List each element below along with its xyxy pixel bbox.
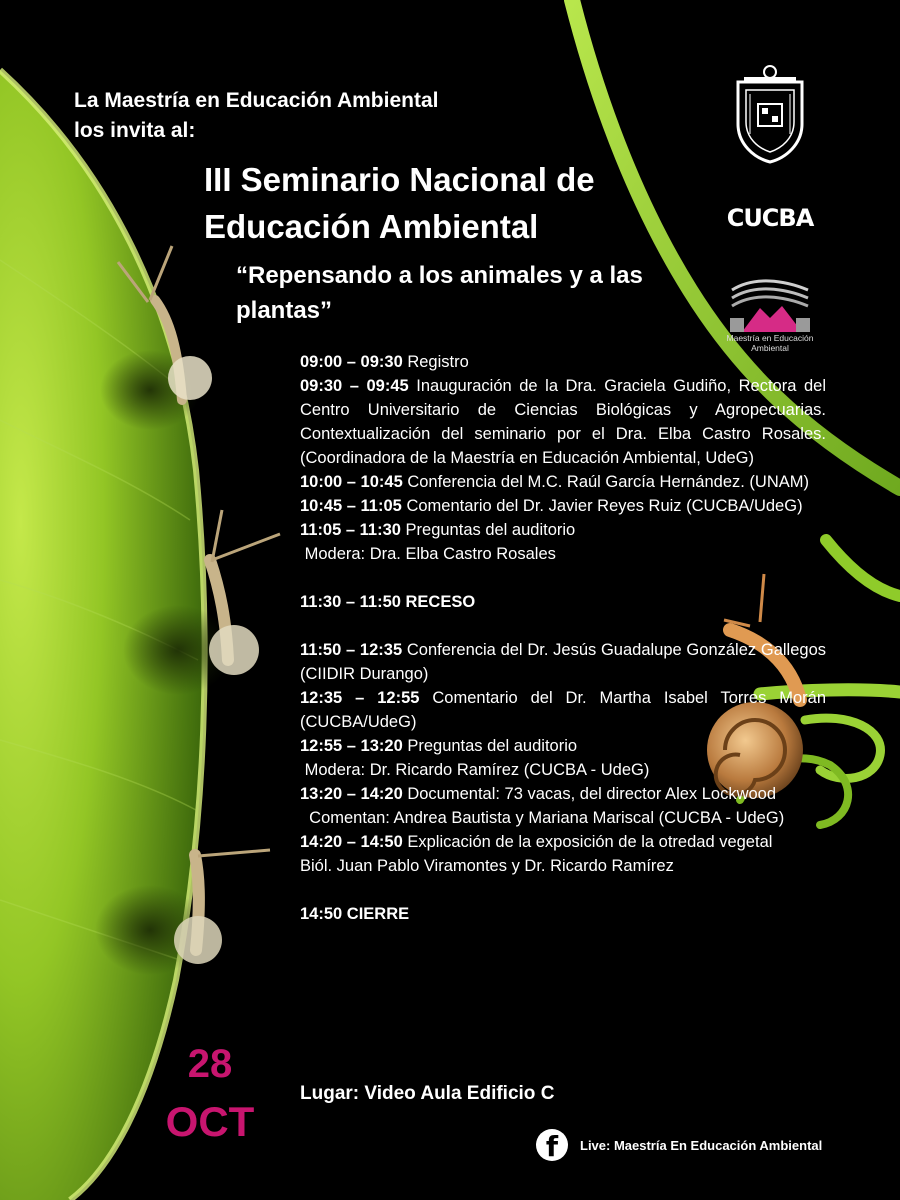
- program-time: 11:30 – 11:50 RECESO: [300, 593, 476, 611]
- venue-text: Lugar: Video Aula Edificio C: [300, 1083, 555, 1104]
- live-stream-label: Live: Maestría En Educación Ambiental: [580, 1137, 823, 1153]
- event-title-line-2: Educación Ambiental: [204, 208, 539, 245]
- program-item: [300, 758, 826, 782]
- event-title-line-1: III Seminario Nacional de: [204, 161, 595, 198]
- program-spacer: [300, 878, 826, 902]
- program-item: [300, 542, 826, 566]
- event-month: OCT: [165, 1098, 255, 1145]
- program-description: Preguntas del auditorio: [407, 737, 578, 755]
- program-time: 14:20 – 14:50: [300, 833, 403, 851]
- program-description: Comentario del Dr. Martha Isabel Torres Morán (CUCBA/UdeG): [300, 689, 827, 731]
- program-item: [300, 638, 826, 686]
- program-item: [300, 806, 826, 830]
- program-description: Registro: [407, 353, 469, 371]
- program-note: Modera: Dra. Elba Castro Rosales: [300, 545, 556, 563]
- program-description: Conferencia del M.C. Raúl García Hernández. (UNAM): [407, 473, 809, 491]
- program-description: Explicación de la exposición de la otredad vegetal: [407, 833, 773, 851]
- university-seal-logo: [732, 64, 808, 164]
- program-time: 14:50 CIERRE: [300, 905, 410, 923]
- program-time: 12:35 – 12:55: [300, 689, 420, 707]
- program-item: [300, 734, 826, 758]
- intro-line-1: La Maestría en Educación Ambiental: [74, 89, 439, 112]
- program-note: Modera: Dr. Ricardo Ramírez (CUCBA - UdeG): [300, 761, 650, 779]
- program-item: [300, 902, 826, 926]
- facebook-icon: f: [536, 1129, 568, 1161]
- program-item: [300, 470, 826, 494]
- program-time: 11:05 – 11:30: [300, 521, 401, 539]
- event-day: 28: [187, 1042, 233, 1086]
- program-spacer: [300, 614, 826, 638]
- program-item: [300, 686, 826, 734]
- live-stream-link[interactable]: [536, 1128, 822, 1162]
- event-title: [204, 156, 724, 250]
- program-time: 11:50 – 12:35: [300, 641, 403, 659]
- program-item: [300, 494, 826, 518]
- program-schedule: [300, 350, 826, 926]
- program-time: 09:30 – 09:45: [300, 377, 409, 395]
- program-description: Conferencia del Dr. Jesús Guadalupe González Gallegos (CIIDIR Durango): [300, 641, 826, 683]
- program-description: Preguntas del auditorio: [405, 521, 576, 539]
- program-item: [300, 518, 826, 542]
- program-time: 10:45 – 11:05: [300, 497, 402, 515]
- intro-text: [74, 86, 439, 146]
- program-item: [300, 374, 826, 470]
- maestria-logo-text: Maestría en Educación Ambiental: [726, 333, 814, 353]
- program-description: Inauguración de la Dra. Graciela Gudiño, Rectora del Centro Universitario de Ciencias Biológicas y Agropecuarias. Contextualización del seminario por el Dra. Elba Castro Rosales. (Coordinadora de la Maestría en Educación Ambiental, UdeG): [300, 377, 826, 467]
- program-time: 13:20 – 14:20: [300, 785, 403, 803]
- maestria-logo-icon: [724, 278, 816, 334]
- event-subtitle: “Repensando a los animales y a las plantas”: [236, 262, 643, 324]
- program-item: [300, 350, 826, 374]
- program-description: Comentario del Dr. Javier Reyes Ruiz (CUCBA/UdeG): [406, 497, 803, 515]
- program-description: Documental: 73 vacas, del director Alex Lockwood: [407, 785, 777, 803]
- program-note: Biól. Juan Pablo Viramontes y Dr. Ricardo Ramírez: [300, 857, 674, 875]
- program-item: [300, 590, 826, 614]
- program-item: [300, 830, 826, 854]
- event-date: [160, 1040, 260, 1146]
- program-time: 09:00 – 09:30: [300, 353, 403, 371]
- intro-line-2: los invita al:: [74, 119, 196, 142]
- program-note: Comentan: Andrea Bautista y Mariana Mariscal (CUCBA - UdeG): [300, 809, 785, 827]
- program-item: [300, 782, 826, 806]
- cucba-logo: CUCBA: [726, 204, 814, 232]
- program-time: 10:00 – 10:45: [300, 473, 403, 491]
- program-spacer: [300, 566, 826, 590]
- program-item: [300, 854, 826, 878]
- program-time: 12:55 – 13:20: [300, 737, 403, 755]
